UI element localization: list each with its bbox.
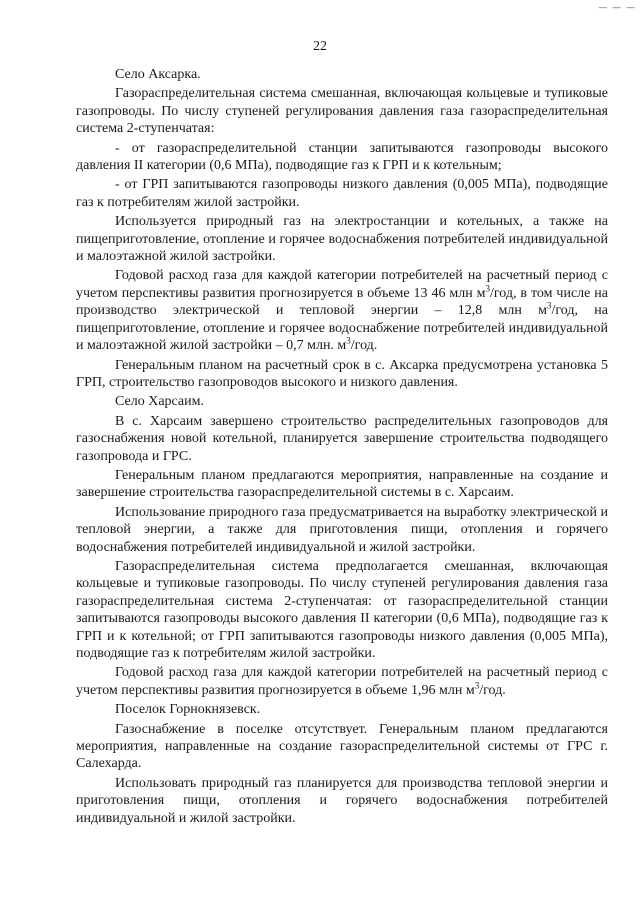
text-run: Годовой расход газа для каждой категории потребителей на расчетный период с учетом перспективы развития прогнозируется в объеме 1,96 млн м [76, 665, 608, 698]
text-run: /год, в том числе на производство электрической и тепловой энергии – 12,8 млн м [76, 285, 608, 319]
superscript: 3 [485, 283, 490, 294]
section-heading: Село Харсаим. [115, 394, 204, 410]
paragraph: Генеральным планом предлагаются мероприятия, направленные на создание и завершение строительства газораспределительной системы в с. Харсаим. [76, 467, 608, 501]
list-item: - от газораспределительной станции запитываются газопроводы высокого давления II категории (0,6 МПа), подводящие газ к ГРП и к котельным; [76, 140, 608, 174]
section-heading: Поселок Горнокнязевск. [115, 702, 261, 718]
paragraph: Использование природного газа предусматривается на выработку электрической и тепловой энергии, а также для приготовления пищи, отопления и горячего водоснабжения потребителей индивидуальной и жилой застройки. [76, 504, 608, 555]
paragraph: Газоснабжение в поселке отсутствует. Генеральным планом предлагаются мероприятия, направленные на создание газораспределительной системы от ГРС г. Салехарда. [76, 721, 608, 772]
text-run: /год, на пищеприготовление, отопление и горячее водоснабжение потребителей индивидуальной и малоэтажной жилой застройки – 0,7 млн. м [76, 303, 608, 354]
paragraph: Газораспределительная система предполагается смешанная, включающая кольцевые и тупиковые газопроводы. По числу ступеней регулирования давления газа газораспределительная система 2-ступенчатая: от газораспределительной станции запитываются газопроводы высокого давления II категории (0,6 МПа), подводящие газ к ГРП и к котельной; от ГРП запитываются газопроводы низкого давления (0,005 МПа), подводящие газ к потребителям жилой застройки. [76, 558, 608, 661]
corner-mark: — — — [598, 3, 636, 13]
text-run: /год. [350, 338, 378, 354]
paragraph: Газораспределительная система смешанная, включающая кольцевые и тупиковые газопроводы. По числу ступеней регулирования давления газа газораспределительная система 2-ступенчатая: [76, 86, 608, 137]
paragraph: Используется природный газ на электростанции и котельных, а также на пищеприготовление, отопление и горячее водоснабжения потребителей индивидуальной и малоэтажной жилой застройки. [76, 214, 608, 265]
section-heading: Село Аксарка. [115, 67, 201, 82]
document-body [76, 66, 608, 829]
paragraph [76, 664, 608, 699]
superscript: 3 [346, 335, 351, 346]
paragraph: Использовать природный газ планируется для производства тепловой энергии и приготовления пищи, отопления и горячего водоснабжения потребителей индивидуальной и жилой застройки. [76, 775, 608, 826]
text-run: /год. [479, 682, 506, 698]
paragraph: Генеральным планом на расчетный срок в с. Аксарка предусмотрена установка 5 ГРП, строительство газопроводов высокого и низкого давления. [76, 357, 608, 390]
page-number: 22 [313, 39, 327, 54]
superscript: 3 [474, 680, 480, 691]
superscript: 3 [547, 300, 552, 311]
paragraph [76, 267, 608, 354]
list-item: - от ГРП запитываются газопроводы низкого давления (0,005 МПа), подводящие газ к потребителям жилой застройки. [76, 177, 608, 210]
paragraph: В с. Харсаим завершено строительство распределительных газопроводов для газоснабжения новой котельной, планируется завершение строительства подводящего газопровода и ГРС. [76, 413, 608, 464]
text-run: Годовой расход газа для каждой категории потребителей на расчетный период с учетом перспективы развития прогнозируется в объеме 13 46 млн м [76, 268, 608, 301]
